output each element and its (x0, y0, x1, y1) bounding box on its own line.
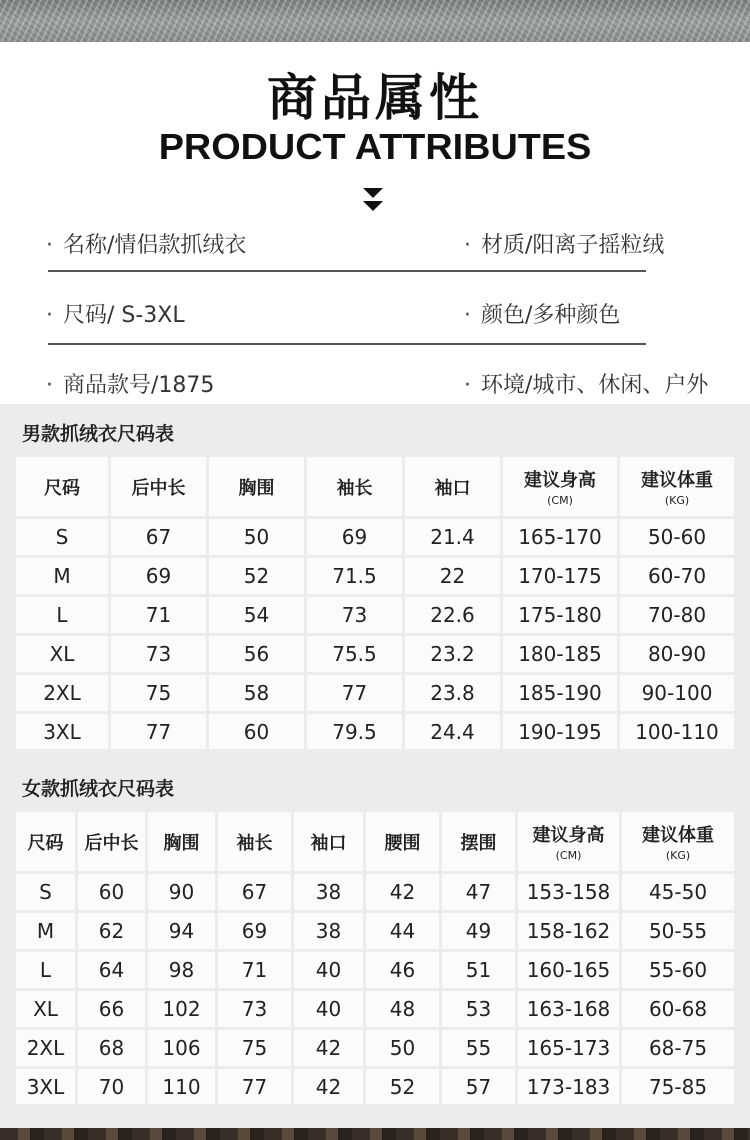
table-row (16, 597, 734, 636)
table-cell: 50 (209, 519, 307, 558)
table-cell: 45-50 (622, 874, 734, 913)
table-cell: 79.5 (307, 714, 405, 749)
table-cell: 90 (148, 874, 218, 913)
column-header: 袖长 (218, 812, 294, 874)
table-cell: 50-55 (622, 913, 734, 952)
table-cell: 110 (148, 1069, 218, 1104)
table-cell: 75-85 (648, 1074, 708, 1099)
table-row (16, 991, 734, 1030)
table-cell: 173-183 (518, 1069, 622, 1104)
table-cell: 42 (294, 1069, 366, 1104)
table-cell: 23.8 (405, 675, 503, 714)
column-header: 摆围 (442, 812, 518, 874)
table-cell: 55-60 (622, 952, 734, 991)
table-row (16, 519, 734, 558)
table-cell: 48 (366, 991, 442, 1030)
table-cell: 53 (442, 991, 518, 1030)
table-cell: 69 (111, 558, 209, 597)
table-row (16, 874, 734, 913)
bullet-dot: · (46, 303, 53, 328)
men-size-chart-title: 男款抓绒衣尺码表 (22, 423, 175, 445)
table-cell: XL (16, 991, 78, 1030)
table-cell: 158-162 (518, 913, 622, 952)
table-cell: 67 (111, 519, 209, 558)
column-header: 袖口 (294, 812, 366, 874)
table-cell: 22.6 (405, 597, 503, 636)
table-header-row (16, 457, 734, 519)
table-header-row (16, 812, 734, 874)
column-header: 后中长 (111, 457, 209, 519)
table-cell: 106 (148, 1030, 218, 1069)
attribute-environment: · 环境/城市、休闲、户外 (464, 373, 709, 398)
bullet-dot: · (46, 233, 53, 258)
table-cell: M (16, 913, 78, 952)
table-cell: 71 (218, 952, 294, 991)
attribute-style-number: · 商品款号/1875 (46, 373, 215, 398)
bullet-dot: · (46, 373, 53, 398)
attribute-color: · 颜色/多种颜色 (464, 303, 621, 328)
column-header: 尺码 (16, 457, 111, 519)
table-cell: 46 (366, 952, 442, 991)
table-cell: 40 (294, 952, 366, 991)
table-cell: 163-168 (518, 991, 622, 1030)
column-header: 胸围 (148, 812, 218, 874)
table-cell: 60-68 (622, 991, 734, 1030)
table-cell: 73 (111, 636, 209, 675)
table-cell: 52 (366, 1069, 442, 1104)
attribute-name: · 名称/情侣款抓绒衣 (46, 233, 247, 258)
men-size-table (16, 457, 734, 749)
women-size-chart-title: 女款抓绒衣尺码表 (22, 778, 175, 800)
table-cell: 77 (111, 714, 209, 749)
table-cell: 50-60 (620, 519, 734, 558)
table-cell: 153-158 (518, 874, 622, 913)
column-header: 后中长 (78, 812, 148, 874)
table-cell: 75 (111, 675, 209, 714)
table-cell: 160-165 (518, 952, 622, 991)
table-cell: 71.5 (307, 558, 405, 597)
table-cell: 165-173 (518, 1030, 622, 1069)
table-cell: 100-110 (635, 719, 719, 744)
table-cell: 94 (148, 913, 218, 952)
table-cell: 54 (209, 597, 307, 636)
table-cell: 60 (78, 874, 148, 913)
table-row (16, 558, 734, 597)
table-cell: 71 (111, 597, 209, 636)
table-cell: 49 (442, 913, 518, 952)
table-row (16, 1069, 734, 1104)
table-cell: 77 (218, 1069, 294, 1104)
bullet-dot: · (464, 233, 471, 258)
chevron-down-icon (362, 186, 384, 214)
table-cell: 190-195 (503, 714, 620, 749)
table-cell: 38 (294, 913, 366, 952)
table-cell: 52 (209, 558, 307, 597)
column-header: 腰围 (366, 812, 442, 874)
table-cell: 66 (78, 991, 148, 1030)
table-cell: 180-185 (503, 636, 620, 675)
table-row (16, 1030, 734, 1069)
table-cell: S (16, 519, 111, 558)
table-cell: 69 (307, 519, 405, 558)
table-cell: 42 (294, 1030, 366, 1069)
column-header: 建议体重 (KG) (622, 812, 734, 874)
table-cell: 73 (307, 597, 405, 636)
table-cell: 40 (294, 991, 366, 1030)
table-cell: 62 (78, 913, 148, 952)
table-cell: 98 (148, 952, 218, 991)
table-cell: 51 (442, 952, 518, 991)
fleece-texture-banner (0, 0, 750, 42)
column-header: 建议身高 (CM) (503, 457, 620, 519)
divider (48, 270, 646, 272)
table-row (16, 913, 734, 952)
table-cell: 64 (78, 952, 148, 991)
table-cell: 165-170 (503, 519, 620, 558)
table-row (16, 675, 734, 714)
table-cell: 58 (209, 675, 307, 714)
table-cell: 38 (294, 874, 366, 913)
column-header: 袖口 (405, 457, 503, 519)
table-cell: 102 (148, 991, 218, 1030)
column-header: 建议体重 (KG) (620, 457, 734, 519)
table-cell: L (16, 597, 111, 636)
bullet-dot: · (464, 373, 471, 398)
attribute-size: · 尺码/ S-3XL (46, 303, 185, 328)
wood-texture-strip (0, 1128, 750, 1140)
table-cell: 42 (366, 874, 442, 913)
table-cell: 50 (366, 1030, 442, 1069)
table-cell: 2XL (16, 1030, 78, 1069)
table-cell: 75 (218, 1030, 294, 1069)
table-cell: 47 (442, 874, 518, 913)
table-cell: 24.4 (405, 714, 503, 749)
table-cell: 3XL (16, 1069, 78, 1104)
table-cell: S (16, 874, 78, 913)
column-header: 胸围 (209, 457, 307, 519)
attribute-material: · 材质/阳离子摇粒绒 (464, 233, 665, 258)
divider (48, 343, 646, 345)
column-header: 袖长 (307, 457, 405, 519)
table-cell: 185-190 (503, 675, 620, 714)
table-row (16, 714, 734, 749)
column-header: 建议身高 (CM) (518, 812, 622, 874)
table-cell: 21.4 (405, 519, 503, 558)
table-cell: 68 (78, 1030, 148, 1069)
column-header: 尺码 (16, 812, 78, 874)
table-cell: 170-175 (503, 558, 620, 597)
table-cell: 2XL (16, 675, 111, 714)
bullet-dot: · (464, 303, 471, 328)
table-cell: 22 (405, 558, 503, 597)
page-title-en: PRODUCT ATTRIBUTES (158, 126, 592, 167)
table-cell: 75.5 (307, 636, 405, 675)
table-cell: 73 (218, 991, 294, 1030)
table-cell: 60-70 (620, 558, 734, 597)
table-cell: 55 (442, 1030, 518, 1069)
table-cell: 77 (307, 675, 405, 714)
table-cell: L (16, 952, 78, 991)
table-cell: 23.2 (405, 636, 503, 675)
table-cell: 57 (442, 1069, 518, 1104)
table-cell: 175-180 (503, 597, 620, 636)
table-cell: 3XL (16, 714, 111, 749)
table-row (16, 952, 734, 991)
table-cell: 44 (366, 913, 442, 952)
table-cell: 70-80 (620, 597, 734, 636)
table-cell: 60 (209, 714, 307, 749)
table-cell: 68-75 (622, 1030, 734, 1069)
table-cell: 70 (78, 1069, 148, 1104)
table-cell: XL (16, 636, 111, 675)
women-size-table (16, 812, 734, 1104)
table-cell: 80-90 (620, 636, 734, 675)
table-cell: 90-100 (620, 675, 734, 714)
table-cell: 56 (209, 636, 307, 675)
table-cell: 67 (218, 874, 294, 913)
table-row (16, 636, 734, 675)
table-cell: M (16, 558, 111, 597)
table-cell: 69 (218, 913, 294, 952)
page-title-cn: 商品属性 (267, 69, 483, 127)
